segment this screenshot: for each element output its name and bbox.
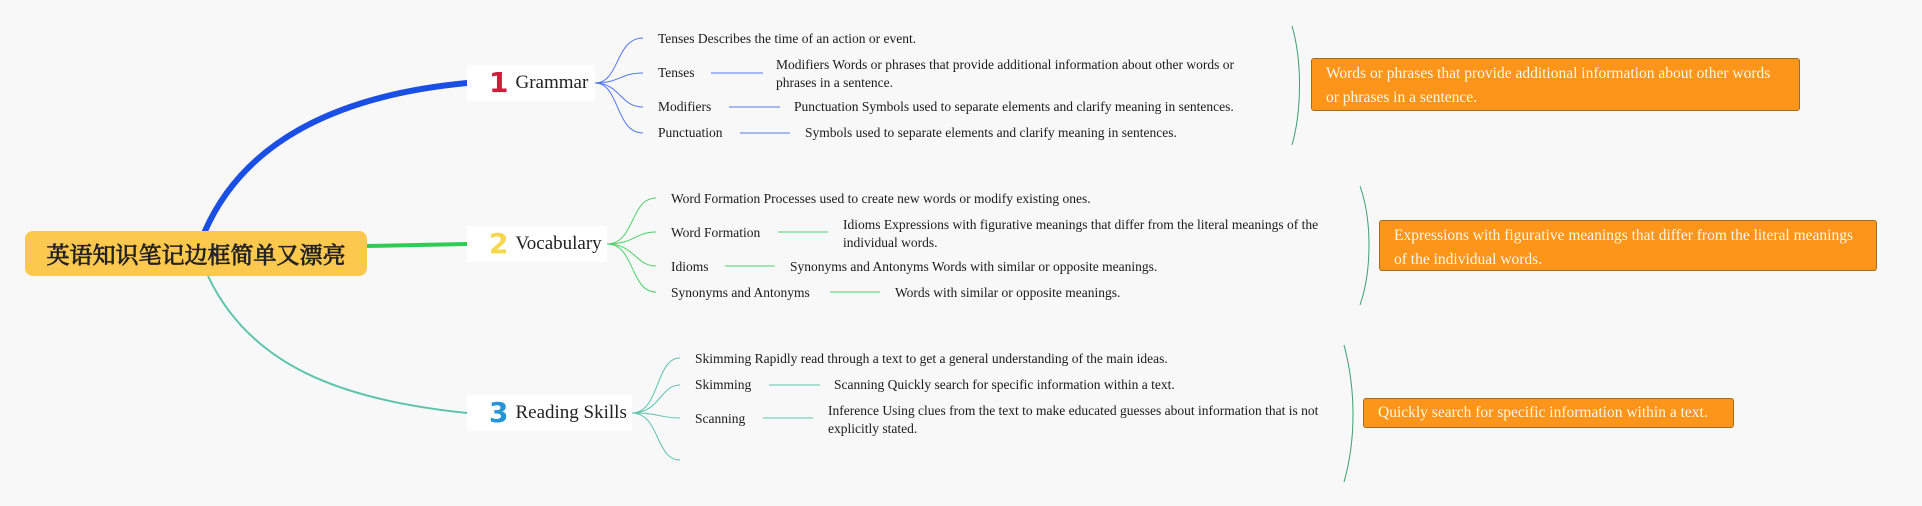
- vocabulary-bracket: [1360, 186, 1369, 305]
- vocabulary-item-word-formation[interactable]: Word Formation: [671, 225, 761, 240]
- vocabulary-item-idioms-desc[interactable]: Idioms Expressions with figurative meanings that differ from the literal meanings of the individual words.: [843, 217, 1319, 250]
- reading-item-scanning[interactable]: Scanning: [695, 411, 746, 426]
- vocabulary-item-idioms[interactable]: Idioms: [671, 259, 709, 274]
- branch-grammar[interactable]: [467, 65, 595, 101]
- vocabulary-callout[interactable]: Expressions with figurative meanings that differ from the literal meanings of the individual words.: [1379, 220, 1877, 271]
- grammar-branch-line: [205, 83, 467, 231]
- vocabulary-branch-line: [367, 244, 467, 246]
- branch-label: Reading Skills: [515, 402, 627, 423]
- grammar-item-punctuation[interactable]: Punctuation: [658, 125, 723, 140]
- reading-item-scanning-desc[interactable]: Scanning Quickly search for specific information within a text.: [834, 377, 1175, 392]
- grammar-item-modifiers[interactable]: Modifiers: [658, 99, 712, 114]
- root-title: 英语知识笔记边框简单又漂亮: [46, 243, 346, 269]
- vocabulary-sub-links: [607, 198, 880, 292]
- grammar-item-punctuation-desc[interactable]: Punctuation Symbols used to separate elements and clarify meaning in sentences.: [794, 99, 1234, 114]
- vocabulary-item-synonyms-def[interactable]: Words with similar or opposite meanings.: [895, 285, 1121, 300]
- grammar-bracket: [1292, 26, 1300, 145]
- branch-label: Vocabulary: [515, 233, 602, 254]
- branch-vocabulary[interactable]: [467, 226, 607, 262]
- grammar-sub-links: [595, 38, 790, 133]
- reading-item-skimming[interactable]: Skimming: [695, 377, 752, 392]
- grammar-item-symbols-desc[interactable]: Symbols used to separate elements and clarify meaning in sentences.: [805, 125, 1177, 140]
- number-three-icon: 3: [489, 396, 509, 429]
- reading-branch-line: [208, 276, 467, 413]
- number-two-icon: 2: [489, 227, 509, 260]
- reading-callout[interactable]: Quickly search for specific information within a text.: [1363, 398, 1734, 428]
- branch-reading-skills[interactable]: [467, 395, 632, 431]
- grammar-item-tenses[interactable]: Tenses: [658, 65, 695, 80]
- branch-label: Grammar: [515, 72, 589, 93]
- reading-item-skimming-desc[interactable]: Skimming Rapidly read through a text to get a general understanding of the main ideas.: [695, 351, 1168, 366]
- vocabulary-item-word-formation-desc[interactable]: Word Formation Processes used to create new words or modify existing ones.: [671, 191, 1091, 206]
- grammar-item-tenses-desc[interactable]: Tenses Describes the time of an action or event.: [658, 31, 917, 46]
- vocabulary-item-synonyms[interactable]: Synonyms and Antonyms: [671, 285, 810, 300]
- number-one-icon: 1: [489, 66, 509, 99]
- reading-item-inference-desc[interactable]: Inference Using clues from the text to make educated guesses about information that is not explicitly stated.: [828, 403, 1319, 436]
- grammar-item-modifiers-desc[interactable]: Modifiers Words or phrases that provide additional information about other words or phrases in a sentence.: [776, 57, 1234, 90]
- reading-bracket: [1344, 345, 1353, 482]
- vocabulary-item-synonyms-desc[interactable]: Synonyms and Antonyms Words with similar or opposite meanings.: [790, 259, 1158, 274]
- reading-sub-links: [632, 358, 820, 460]
- root-topic[interactable]: [25, 231, 367, 276]
- grammar-callout[interactable]: Words or phrases that provide additional information about other words or phrases in a sentence.: [1311, 58, 1800, 111]
